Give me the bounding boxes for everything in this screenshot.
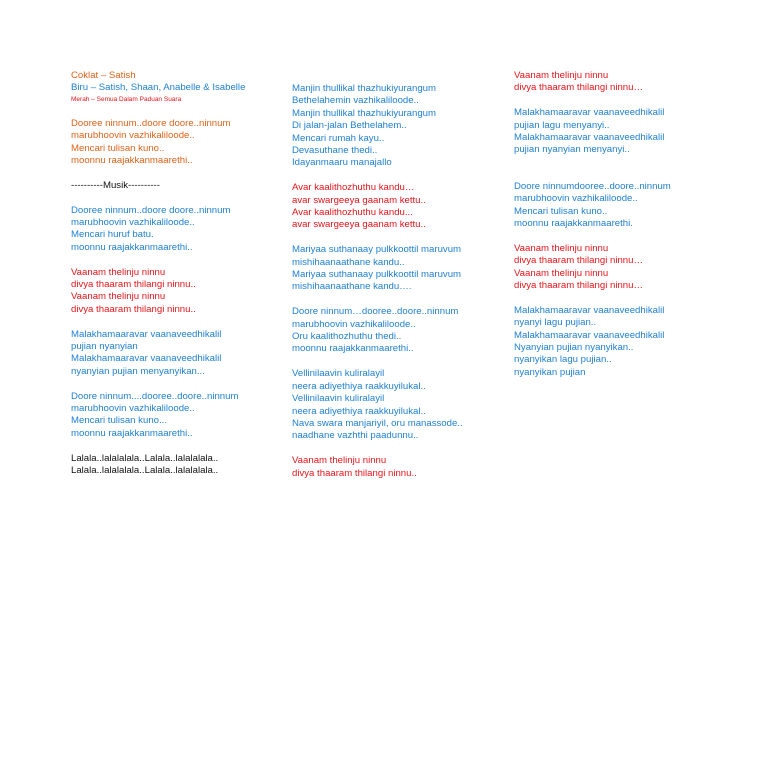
lyric-line: Vellinilaavin kuliralayil [292, 393, 385, 405]
lyric-line: Di jalan-jalan Bethelahem.. [292, 120, 407, 132]
lyric-line: Lalala..lalalalala..Lalala..lalalalala.. [71, 465, 219, 477]
lyric-line: Avar kaalithozhuthu kandu… [292, 182, 415, 194]
chorus-4 [514, 70, 744, 95]
lyric-line: pujian nyanyian menyanyi.. [514, 144, 630, 156]
lyric-line: divya thaaram thilangi ninnu… [514, 82, 644, 94]
lyrics-column-2 [292, 83, 502, 480]
lyric-line: Lalala..lalalalala..Lalala..lalalalala.. [71, 452, 219, 464]
verse-1 [71, 118, 281, 168]
lyric-line: Vaanam thelinju ninnu [514, 267, 609, 279]
lyric-line: Doore ninnum…dooree..doore..ninnum [292, 306, 459, 318]
verse-6 [292, 244, 502, 294]
lyric-line: moonnu raajakkanmaarethi.. [71, 427, 193, 439]
lyric-line: Bethelahemin vazhikaliloode.. [292, 95, 419, 107]
lyric-line: moonnu raajakkanmaarethi.. [292, 343, 414, 355]
lyric-line: marubhoovin vazhikaliloode.. [292, 318, 416, 330]
lyric-line: Manjin thullikal thazhukiyurangum [292, 107, 436, 119]
lyric-line: Mencari huruf batu. [71, 229, 154, 241]
lyric-line: mishihaanaathane kandu.. [292, 256, 405, 268]
lyric-line: Malakhamaaravar vaanaveedhikalil [514, 304, 665, 316]
lyric-line: Mencari tulisan kuno.. [514, 205, 608, 217]
lyric-line: divya thaaram thilangi ninnu.. [71, 279, 196, 291]
lyric-line: Dooree ninnum..doore doore..ninnum [71, 117, 231, 129]
lyric-line: Mencari tulisan kuno... [71, 415, 167, 427]
lyric-line: Vaanam thelinju ninnu [514, 70, 609, 81]
lyric-line: Doore ninnumdooree..doore..ninnum [514, 180, 671, 192]
lyric-line: Vaanam thelinju ninnu [71, 266, 166, 278]
lyric-line: Doore ninnum....dooree..doore..ninnum [71, 390, 239, 402]
verse-8 [292, 368, 502, 442]
lyric-line: marubhoovin vazhikaliloode.. [514, 193, 638, 205]
lyric-line: Mariyaa suthanaay pulkkoottil maruvum [292, 244, 462, 256]
lyric-line: nyanyi lagu pujian.. [514, 317, 597, 329]
lyric-line: avar swargeeya gaanam kettu.. [292, 219, 426, 231]
lyric-line: mishihaanaathane kandu…. [292, 281, 412, 293]
lyric-line: Malakhamaaravar vaanaveedhikalil [514, 132, 665, 144]
lyric-line: Vellinilaavin kuliralayil [292, 368, 385, 380]
lyric-line: moonnu raajakkanmaarethi.. [71, 155, 193, 167]
lyric-line: Nyanyian pujian nyanyikan.. [514, 342, 634, 354]
lyric-line: divya thaaram thilangi ninnu.. [292, 467, 417, 479]
verse-5 [292, 83, 502, 170]
lyric-line: Oru kaalithozhuthu thedi.. [292, 331, 402, 343]
verse-10 [514, 181, 744, 231]
lyric-line: Vaanam thelinju ninnu [71, 291, 166, 303]
legend-note: Merah – Semua Dalam Paduan Suara [71, 95, 182, 103]
lyric-line: Nava swara manjariyil, oru manassode.. [292, 417, 463, 429]
lyric-line: Devasuthane thedi.. [292, 145, 378, 157]
lyric-line: Mencari tulisan kuno.. [71, 142, 165, 154]
lyric-line: Mencari rumah kayu.. [292, 132, 385, 144]
lyric-line: Manjin thullikal thazhukiyurangum [292, 83, 436, 94]
verse-7 [292, 306, 502, 356]
lyric-line: nyanyikan pujian [514, 366, 586, 378]
outro [71, 453, 281, 478]
lyric-line: Dooree ninnum..doore doore..ninnum [71, 204, 231, 216]
lyric-line: Vaanam thelinju ninnu [292, 455, 387, 467]
lyric-line: naadhane vazhthi paadunnu.. [292, 430, 419, 442]
lyric-line: Mariyaa suthanaay pulkkoottil maruvum [292, 269, 462, 281]
lyric-line: nyanyikan lagu pujian.. [514, 354, 612, 366]
chorus-5 [514, 243, 744, 293]
lyric-line: marubhoovin vazhikaliloode.. [71, 403, 195, 415]
lyric-line: divya thaaram thilangi ninnu… [514, 280, 644, 292]
lyrics-column-3 [514, 70, 744, 379]
lyric-line: Malakhamaaravar vaanaveedhikalil [71, 353, 222, 365]
legend-title: Coklat – Satish [71, 70, 136, 81]
verse-2 [71, 205, 281, 255]
lyric-line: moonnu raajakkanmaarethi. [514, 218, 633, 230]
chorus-3 [292, 455, 502, 480]
verse-11 [514, 305, 744, 379]
chorus-1 [71, 267, 281, 317]
lyric-line: divya thaaram thilangi ninnu.. [71, 303, 196, 315]
lyric-line: neera adiyethiya raakkuyilukal.. [292, 380, 426, 392]
lyric-line: pujian nyanyian [71, 341, 138, 353]
lyric-line: marubhoovin vazhikaliloode.. [71, 217, 195, 229]
verse-3 [71, 329, 281, 379]
verse-4 [71, 391, 281, 441]
verse-9 [514, 107, 744, 157]
lyric-line: divya thaaram thilangi ninnu… [514, 255, 644, 267]
musik-divider: ----------Musik---------- [71, 179, 160, 191]
legend-subtitle: Biru – Satish, Shaan, Anabelle & Isabelle [71, 82, 246, 94]
lyric-line: Idayanmaaru manajallo [292, 157, 392, 169]
lyric-line: Malakhamaaravar vaanaveedhikalil [514, 329, 665, 341]
lyric-line: avar swargeeya gaanam kettu.. [292, 194, 426, 206]
lyric-line: neera adiyethiya raakkuyilukal.. [292, 405, 426, 417]
lyric-line: moonnu raajakkanmaarethi.. [71, 241, 193, 253]
lyric-line: Malakhamaaravar vaanaveedhikalil [514, 107, 665, 119]
lyric-line: marubhoovin vazhikaliloode.. [71, 130, 195, 142]
lyric-line: Avar kaalithozhuthu kandu... [292, 207, 413, 219]
lyric-line: nyanyian pujian menyanyikan... [71, 365, 205, 377]
lyric-line: Malakhamaaravar vaanaveedhikalil [71, 328, 222, 340]
lyrics-column-1 [71, 70, 281, 478]
lyric-line: Vaanam thelinju ninnu [514, 242, 609, 254]
lyric-line: pujian lagu menyanyi.. [514, 119, 610, 131]
chorus-2 [292, 182, 502, 232]
